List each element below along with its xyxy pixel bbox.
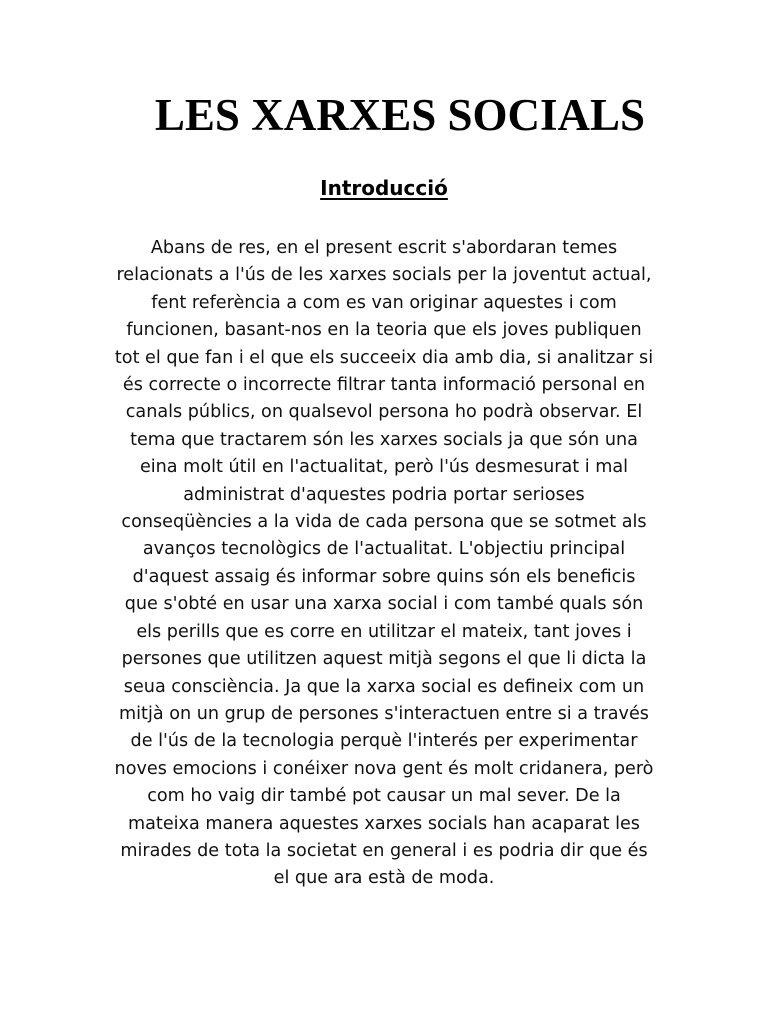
paragraph-line: canals públics, on qualsevol persona ho podrà observar. El [125,402,643,423]
paragraph-line: relacionats a l'ús de les xarxes socials per la joventut actual, [116,265,652,286]
paragraph-line: persones que utilitzen aquest mitjà segons el que li dicta la [121,649,647,670]
paragraph-line: eina molt útil en l'actualitat, però l'ús desmesurat i mal [139,457,629,478]
paragraph-line: és correcte o incorrecte filtrar tanta informació personal en [122,375,646,396]
paragraph-line: d'aquest assaig és informar sobre quins són els beneficis [132,566,636,587]
introduction-paragraph [80,235,688,893]
paragraph-line: Abans de res, en el present escrit s'abordaran temes [150,238,618,258]
paragraph-line: funcionen, basant-nos en la teoria que els joves publiquen [126,320,642,341]
paragraph-line: seua consciència. Ja que la xarxa social es defineix com un [123,676,645,697]
paragraph-line: de l'ús de la tecnologia perquè l'interés per experimentar [130,731,638,752]
paragraph-line: el que ara està de moda. [273,868,495,889]
paragraph-line: tot el que fan i el que els succeeix dia amb dia, si analitzar si [114,347,654,368]
paragraph-line: mateixa manera aquestes xarxes socials han acaparat les [128,813,640,834]
paragraph-line: fent referència a com es van originar aquestes i com [151,292,617,313]
document-title: LES XARXES SOCIALS [154,90,646,140]
paragraph-line: que s'obté en usar una xarxa social i com també quals són [124,594,644,615]
paragraph-line: mirades de tota la societat en general i es podria dir que és [120,840,648,861]
paragraph-line: noves emocions i conéixer nova gent és molt cridanera, però [114,758,654,779]
section-heading: Introducció [320,176,448,200]
paragraph-line: conseqüències a la vida de cada persona que se sotmet als [121,512,647,533]
paragraph-line: com ho vaig dir també pot causar un mal sever. De la [147,786,621,807]
paragraph-line: mitjà on un grup de persones s'interactuen entre si a través [119,703,649,724]
paragraph-line: avanços tecnològics de l'actualitat. L'objectiu principal [142,539,626,560]
paragraph-line: administrat d'aquestes podria portar serioses [183,484,585,505]
paragraph-line: tema que tractarem són les xarxes socials ja que són una [130,429,638,450]
paragraph-line: els perills que es corre en utilitzar el mateix, tant joves i [136,621,632,642]
